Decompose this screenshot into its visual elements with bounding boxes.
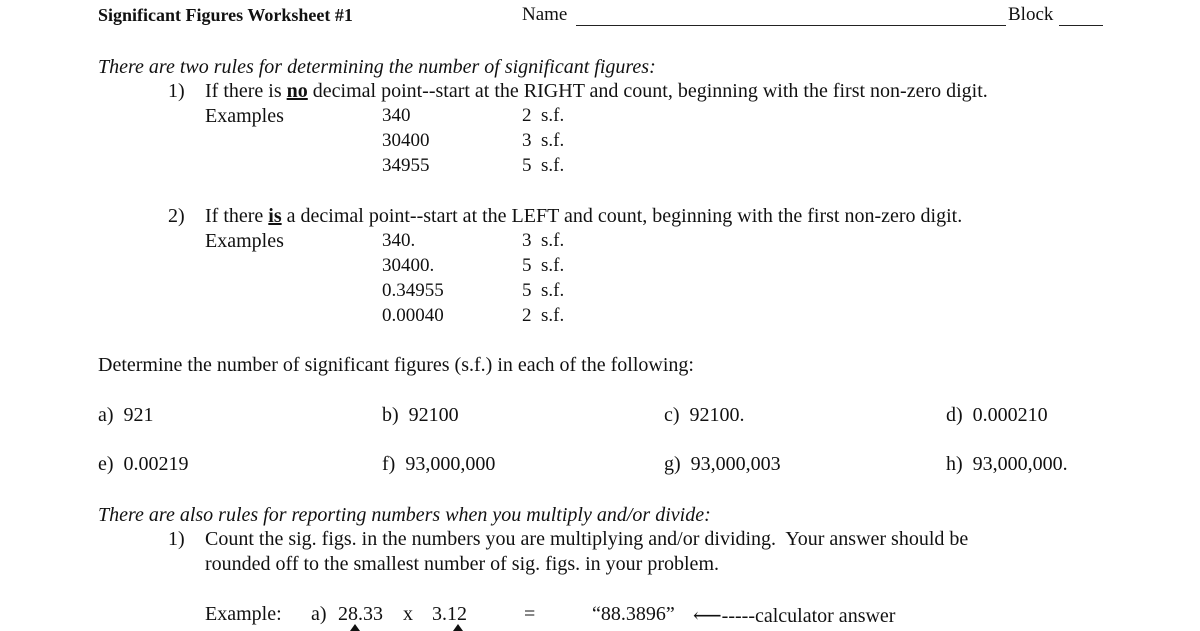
- problem-value: 921: [123, 404, 154, 426]
- problem-value: 93,000,003: [690, 453, 781, 475]
- rule2-text: [205, 205, 962, 228]
- problem-label: c): [664, 404, 680, 426]
- rule1-post: decimal point--start at the RIGHT and count, beginning with the first non-zero digit.: [307, 80, 988, 102]
- problem-value: 92100: [408, 404, 459, 426]
- block-label: Block: [1008, 4, 1054, 25]
- rule2-example-value: 30400.: [382, 255, 435, 276]
- rule1-example-value: 340: [382, 105, 411, 126]
- rule2-number: 2): [168, 205, 185, 227]
- rule1-keyword: no: [286, 80, 308, 102]
- rule2-example-sf: 5 s.f.: [522, 280, 565, 301]
- block-blank-line[interactable]: [1059, 25, 1103, 26]
- problem-value: 93,000,000: [405, 453, 496, 475]
- rule1-example-value: 30400: [382, 130, 430, 151]
- rule1-text: [205, 80, 988, 103]
- problem-label: f): [382, 453, 396, 475]
- problem-item: [946, 404, 1048, 427]
- problem-item: [664, 404, 745, 427]
- rule2-post: a decimal point--start at the LEFT and count, beginning with the first non-zero digit.: [281, 205, 963, 227]
- rule2-example-value: 0.34955: [382, 280, 444, 301]
- problem-item: [98, 404, 154, 427]
- worksheet-title: Significant Figures Worksheet #1: [98, 5, 353, 25]
- example-label: Example:: [205, 603, 282, 625]
- example-result: “88.3896”: [592, 603, 675, 625]
- calculator-answer-note: ⟵-----calculator answer: [693, 605, 896, 627]
- rule2-examples-label: Examples: [205, 230, 284, 252]
- example-equals: =: [524, 603, 536, 625]
- problem-label: h): [946, 453, 963, 475]
- multiply-rule-number: 1): [168, 528, 185, 550]
- rules-intro: There are two rules for determining the number of significant figures:: [98, 56, 656, 78]
- problem-item: [382, 404, 459, 427]
- problem-value: 0.00219: [123, 453, 189, 475]
- multiply-rule-line1: Count the sig. figs. in the numbers you are multiplying and/or dividing. Your answer should be: [205, 528, 969, 550]
- rule1-pre: If there is: [205, 80, 287, 102]
- problem-item: [946, 453, 1068, 476]
- name-blank-line[interactable]: [576, 25, 1006, 26]
- rule1-number: 1): [168, 80, 185, 102]
- rule2-example-sf: 2 s.f.: [522, 305, 565, 326]
- rule1-example-sf: 5 s.f.: [522, 155, 565, 176]
- example-operator: x: [403, 603, 413, 625]
- rule2-pre: If there: [205, 205, 269, 227]
- problem-value: 92100.: [689, 404, 745, 426]
- multiply-rule-line2: rounded off to the smallest number of sig. figs. in your problem.: [205, 553, 719, 575]
- rule2-example-sf: 5 s.f.: [522, 255, 565, 276]
- rule1-example-value: 34955: [382, 155, 430, 176]
- rule2-example-value: 0.00040: [382, 305, 444, 326]
- rule2-keyword: is: [268, 205, 282, 227]
- problem-item: [382, 453, 495, 476]
- problem-label: g): [664, 453, 681, 475]
- multiply-intro: There are also rules for reporting numbers when you multiply and/or divide:: [98, 504, 711, 526]
- problem-item: [98, 453, 189, 476]
- problem-label: e): [98, 453, 114, 475]
- problem-value: 93,000,000.: [972, 453, 1068, 475]
- example-factor-a: 28.33: [338, 603, 383, 625]
- problem-label: a): [98, 404, 114, 426]
- example-factor-b: 3.12: [432, 603, 467, 625]
- problem-label: d): [946, 404, 963, 426]
- rule1-examples-label: Examples: [205, 105, 284, 127]
- name-label: Name: [522, 4, 568, 25]
- rule2-example-value: 340.: [382, 230, 416, 251]
- example-part: a): [311, 603, 327, 625]
- problem-value: 0.000210: [972, 404, 1048, 426]
- rule1-example-sf: 3 s.f.: [522, 130, 565, 151]
- rule2-example-sf: 3 s.f.: [522, 230, 565, 251]
- determine-prompt: Determine the number of significant figures (s.f.) in each of the following:: [98, 354, 694, 376]
- problem-label: b): [382, 404, 399, 426]
- rule1-example-sf: 2 s.f.: [522, 105, 565, 126]
- problem-item: [664, 453, 781, 476]
